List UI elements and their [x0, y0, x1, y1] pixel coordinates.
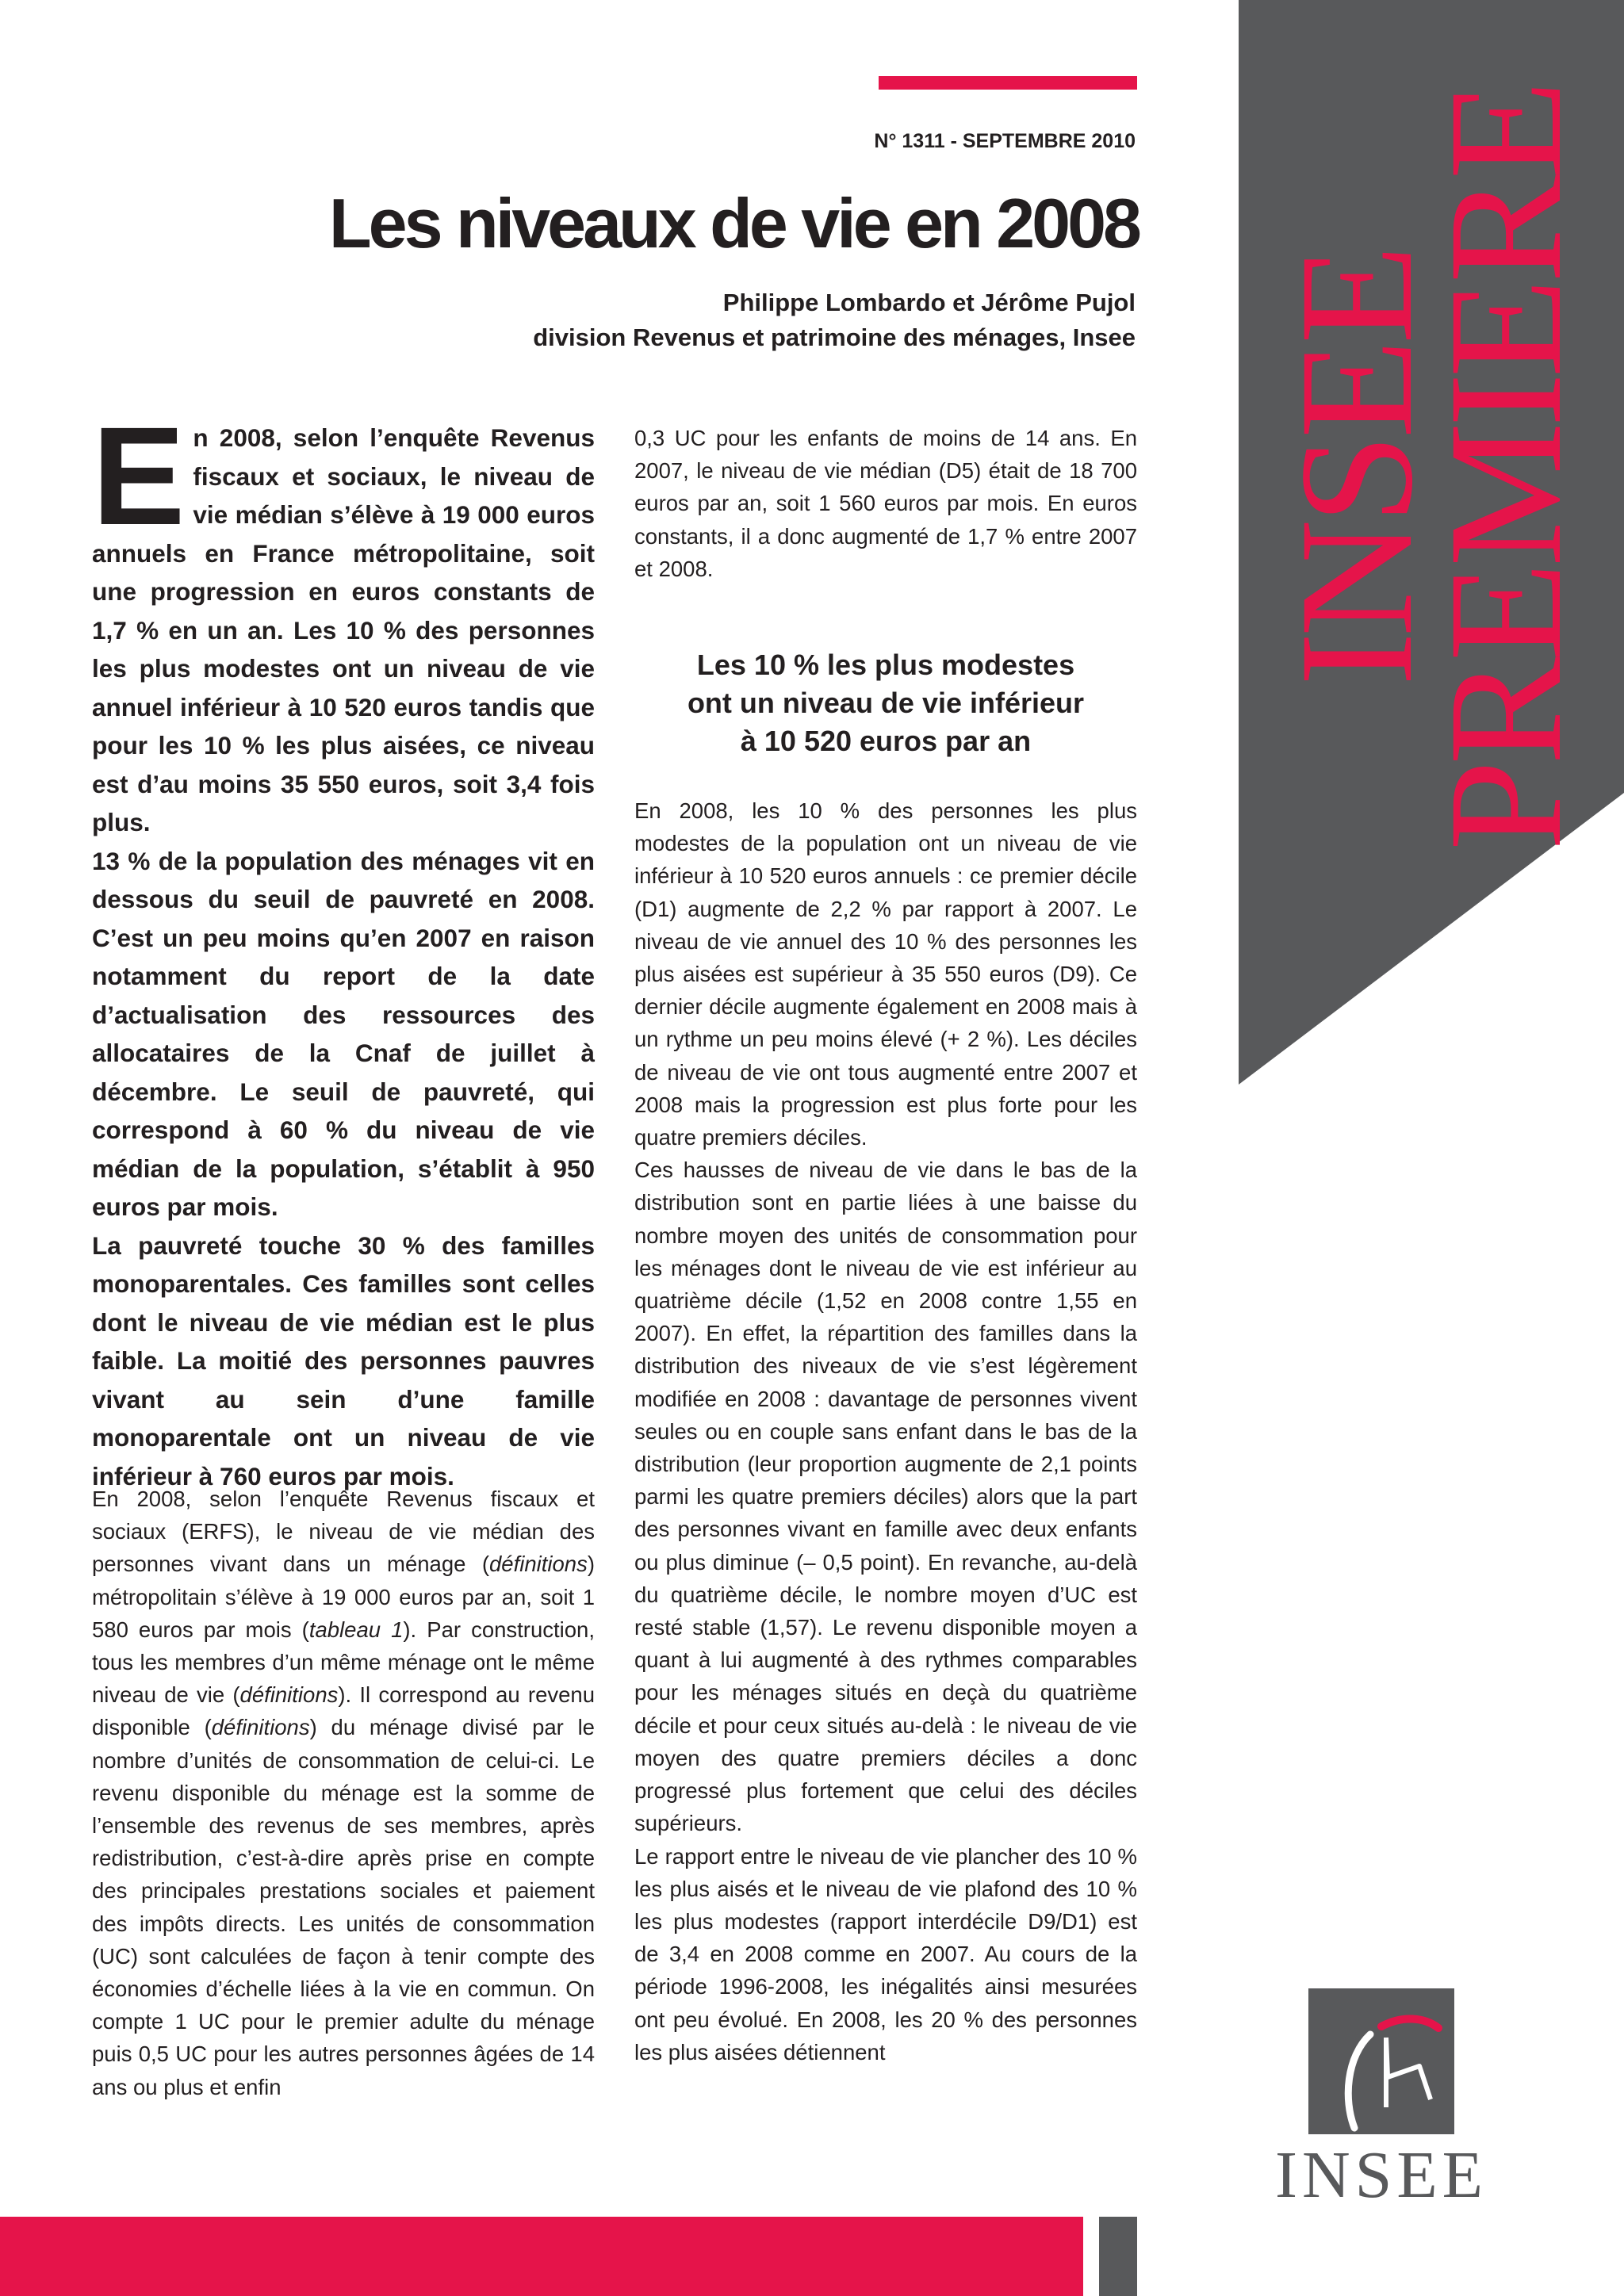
body-text: En 2008, selon l’enquête Revenus fiscaux et sociaux (ERFS), le niveau de vie médian des personnes vivant dans un ménage (: [92, 1487, 595, 1577]
lead-text-1: n 2008, selon l’enquête Revenus fiscaux et sociaux, le niveau de vie médian s’élève à 19 000 euros annuels en France métropolitaine, soit une progression en euros constants de 1,7 % en un an. Les 10 % des personnes les plus modestes ont un niveau de vie annuel inférieur à 10 520 euros tandis que pour les 10 % les plus aisées, ce niveau est d’au moins 35 550 euros, soit 3,4 fois plus.: [92, 423, 595, 836]
body-emphasis: tableau 1: [308, 1617, 404, 1642]
page-title: Les niveaux de vie en 2008: [328, 184, 1139, 262]
body-column-right-top: [634, 422, 1137, 585]
body-text: ). Par construction, tous les membres d’un même ménage ont le même niveau de vie (: [92, 1617, 595, 1708]
footer-accent-bar: [0, 2217, 1083, 2296]
insee-logo-mark: [1308, 1988, 1454, 2134]
body-paragraph: En 2008, les 10 % des personnes les plus modestes de la population ont un niveau de vie inférieur à 10 520 euros annuels : ce premier décile (D1) augmente de 2,2 % par rapport à 2007. Le niveau de vie annuel des 10 % des personnes les plus aisées est supérieur à 35 550 euros (D9). Ce dernier décile augmente également en 2008 mais à un rythme un peu moins élevé (+ 2 %). Les déciles de niveau de vie ont tous augmenté entre 2007 et 2008 mais la progression est plus forte pour les quatre premiers déciles.: [634, 798, 1137, 1150]
body-paragraph: Le rapport entre le niveau de vie plancher des 10 % les plus aisés et le niveau de vie plafond des 10 % les plus modestes (rapport interdécile D9/D1) est de 3,4 en 2008 comme en 2007. Au cours de la période 1996-2008, les inégalités ainsi mesurées ont peu évolué. En 2008, les 20 % des personnes les plus aisées détiennent: [634, 1843, 1137, 2064]
body-text: ). Il correspond au revenu disponible (: [92, 1682, 595, 1740]
brand-vertical-title: [1266, 85, 1595, 851]
body-text: ) du ménage divisé par le nombre d’unités de consommation de celui-ci. Le revenu disponible du ménage est la somme de l’ensemble des revenus de ses membres, après redistribution, c’est-à-dire après prise en compte des principales prestations sociales et paiement des impôts directs. Les unités de consommation (UC) sont calculées de façon à tenir compte des économies d’échelle liées à la vie en commun. On compte 1 UC pour le premier adulte du ménage puis 0,5 UC pour les autres personnes âgées de 14 ans ou plus et enfin: [92, 1715, 595, 2099]
affiliation: division Revenus et patrimoine des ménages, Insee: [533, 323, 1136, 351]
accent-bar: [879, 76, 1137, 90]
body-column-right: [634, 794, 1137, 2068]
lead-paragraph-2: 13 % de la population des ménages vit en dessous du seuil de pauvreté en 2008. C’est un peu moins qu’en 2007 en raison notamment du report de la date d’actualisation des ressources des allocataires de la Cnaf de juillet à décembre. Le seuil de pauvreté, qui correspond à 60 % du niveau de vie médian de la population, s’établit à 950 euros par mois.: [92, 846, 595, 1221]
body-paragraph: 0,3 UC pour les enfants de moins de 14 ans. En 2007, le niveau de vie médian (D5) était de 18 700 euros par an, soit 1 560 euros par mois. En euros constants, il a donc augmenté de 1,7 % entre 2007 et 2008.: [634, 426, 1137, 581]
brand-line-1: INSEE: [1266, 249, 1446, 687]
authors-block: [533, 285, 1136, 355]
body-text: ) métropolitain s’élève à 19 000 euros par an, soit 1 580 euros par mois (: [92, 1552, 595, 1642]
section-heading-line: à 10 520 euros par an: [740, 725, 1032, 757]
body-emphasis: définitions: [211, 1715, 310, 1740]
body-paragraph: [92, 1483, 595, 2103]
body-paragraph: Ces hausses de niveau de vie dans le bas de la distribution sont en partie liées à une baisse du nombre moyen des unités de consommation pour les ménages dont le niveau de vie est inférieur au quatrième décile (1,52 en 2008 contre 1,55 en 2007). En effet, la répartition des familles dans la distribution des niveaux de vie s’est légèrement modifiée en 2008 : davantage de personnes vivent seules ou en couple sans enfant dans le bas de la distribution (leur proportion augmente de 2,1 points parmi les quatre premiers déciles) alors que la part des personnes vivant en famille avec deux enfants ou plus diminue (– 0,5 point). En revanche, au-delà du quatrième décile, le nombre moyen d’UC est resté stable (1,57). Le revenu disponible moyen a quant à lui augmenté à des rythmes comparables pour les ménages situés en deçà du quatrième décile et pour ceux situés au-delà : le niveau de vie moyen des quatre premiers déciles a donc progressé plus fortement que celui des déciles supérieurs.: [634, 1158, 1137, 1836]
body-emphasis: définitions: [488, 1552, 588, 1577]
body-emphasis: définitions: [239, 1682, 339, 1708]
insee-logo-icon: [1308, 1988, 1454, 2134]
lead-paragraph-3: La pauvreté touche 30 % des familles monoparentales. Ces familles sont celles dont le niveau de vie médian est le plus faible. La moitié des personnes pauvres vivant au sein d’une famille monoparentale ont un niveau de vie inférieur à 760 euros par mois.: [92, 1230, 595, 1490]
authors: Philippe Lombardo et Jérôme Pujol: [722, 289, 1136, 316]
drop-cap: E: [92, 399, 186, 554]
body-column-left: [92, 1483, 595, 2103]
brand-line-2: PREMIERE: [1415, 85, 1595, 851]
lead-summary: [92, 399, 595, 1495]
section-heading-line: ont un niveau de vie inférieur: [687, 687, 1085, 719]
insee-logo-text: INSEE: [1275, 2138, 1488, 2212]
section-heading-line: Les 10 % les plus modestes: [696, 649, 1075, 681]
footer-gray-bar: [1099, 2217, 1137, 2296]
section-heading: [634, 646, 1137, 760]
issue-number: N° 1311 - SEPTEMBRE 2010: [874, 130, 1136, 152]
lead-paragraph-1: [92, 399, 595, 842]
